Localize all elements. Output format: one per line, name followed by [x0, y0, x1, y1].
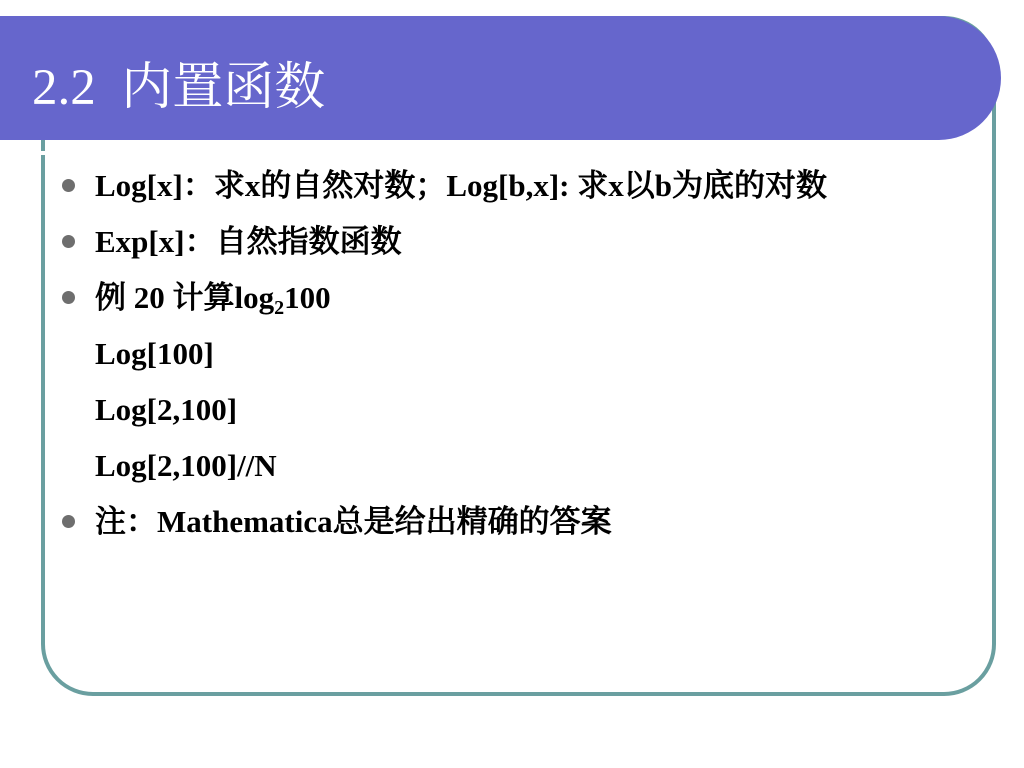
bullet-log — [60, 165, 960, 207]
bullet-exp — [60, 221, 960, 263]
title-underline — [0, 151, 924, 155]
example-suffix: 100 — [284, 280, 331, 315]
title-bar — [0, 16, 1001, 140]
slide-content — [60, 165, 960, 557]
bullet-dot-icon — [62, 515, 75, 528]
bullet-example-text — [95, 280, 331, 319]
bullet-exp-text: Exp[x]：自然指数函数 — [95, 224, 402, 259]
example-subscript: 2 — [274, 297, 285, 319]
bullet-dot-icon — [62, 291, 75, 304]
page-title: 2.2 内置函数 — [32, 60, 326, 116]
code-line: Log[2,100] — [95, 392, 238, 427]
example-prefix: 例 20 计算log — [95, 280, 275, 315]
bullet-dot-icon — [62, 235, 75, 248]
code-line: Log[2,100]//N — [95, 448, 277, 483]
bullet-note-text: 注：Mathematica总是给出精确的答案 — [95, 504, 612, 539]
bullet-note — [60, 501, 960, 543]
bullet-log-text: Log[x]：求x的自然对数；Log[b,x]: 求x以b为底的对数 — [95, 168, 827, 203]
bullet-example — [60, 277, 960, 319]
code-line: Log[100] — [95, 336, 214, 371]
bullet-dot-icon — [62, 179, 75, 192]
